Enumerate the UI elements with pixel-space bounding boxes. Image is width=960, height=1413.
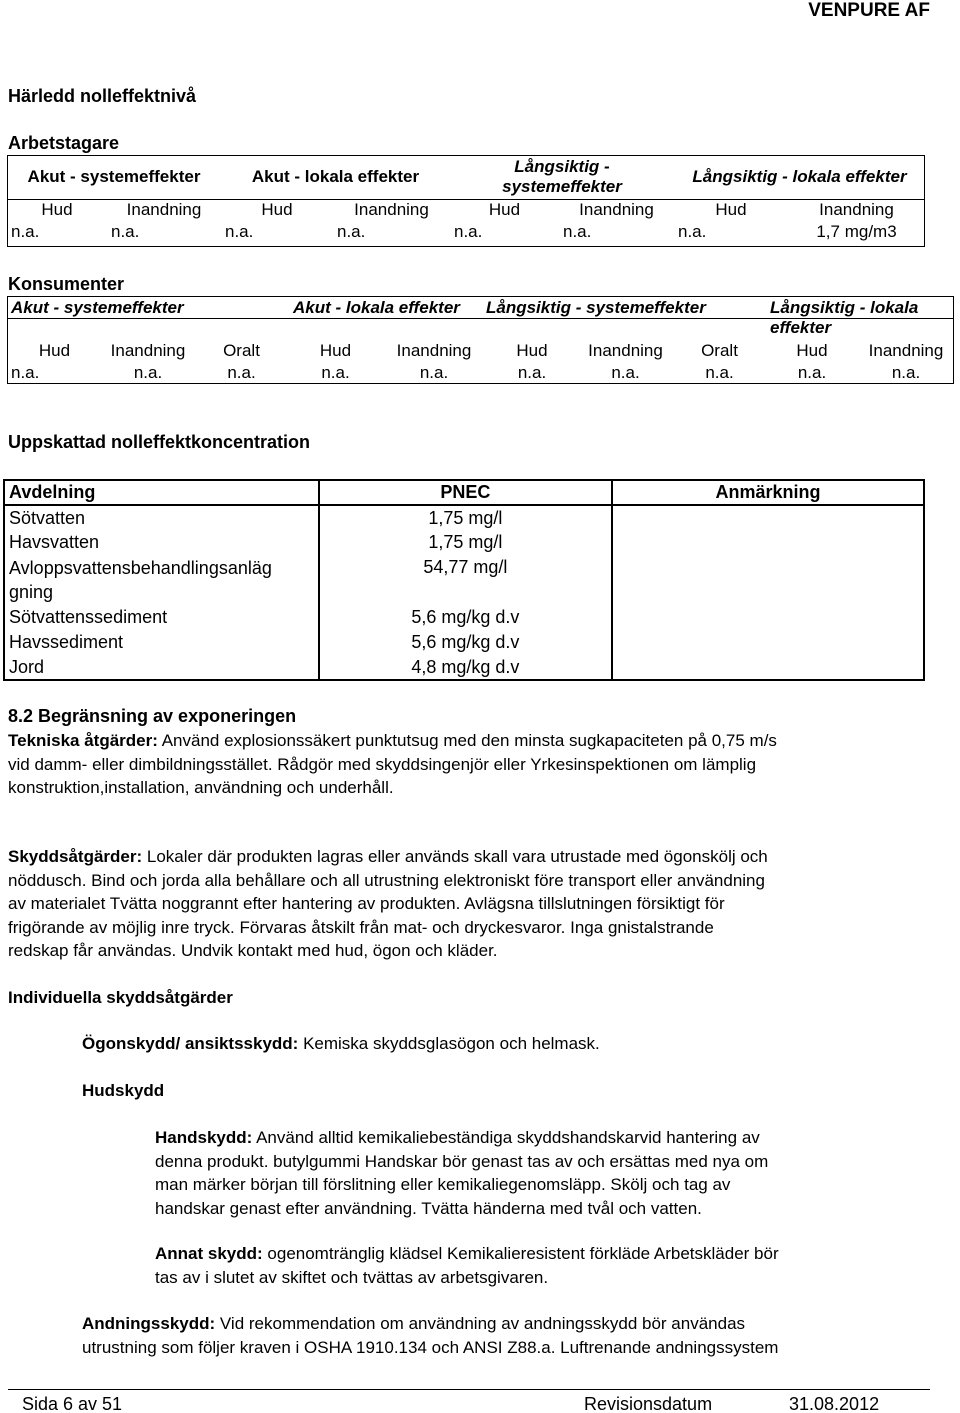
workers-route: Inandning bbox=[126, 200, 202, 219]
pnec-dept: Sötvattenssediment bbox=[4, 605, 319, 630]
derived-title: Härledd nolleffektnivå bbox=[8, 86, 197, 106]
pnec-value: 1,75 mg/l bbox=[319, 530, 612, 555]
other-protection: Annat skydd: ogenomtränglig klädsel Kemikalieresistent förkläde Arbetskläder bör tas av i slutet av skiftet och tvättas av arbetsgivaren. bbox=[155, 1244, 779, 1287]
consumers-route: Inandning bbox=[588, 341, 663, 360]
pnec-dept: Havssediment bbox=[4, 630, 319, 655]
consumers-value: n.a. bbox=[705, 363, 734, 382]
pnec-value: 5,6 mg/kg d.v bbox=[319, 630, 612, 655]
workers-value: 1,7 mg/m3 bbox=[816, 222, 897, 241]
consumers-value: n.a. bbox=[11, 363, 40, 382]
consumers-value: n.a. bbox=[611, 363, 640, 382]
consumers-route: Inandning bbox=[110, 341, 186, 360]
pnec-note bbox=[612, 605, 924, 630]
workers-value: n.a. bbox=[563, 222, 592, 241]
consumers-route: Hud bbox=[319, 341, 352, 360]
pnec-table bbox=[3, 479, 925, 681]
pnec-dept: Avloppsvattensbehandlingsanläg gning bbox=[4, 555, 319, 605]
revision-label: Revisionsdatum bbox=[584, 1394, 713, 1413]
workers-group-4: Långsiktig - lokala effekter bbox=[692, 167, 907, 186]
consumers-value: n.a. bbox=[321, 363, 350, 382]
workers-route: Inandning bbox=[819, 200, 894, 219]
pnec-header-pnec: PNEC bbox=[319, 480, 612, 505]
consumers-value: n.a. bbox=[227, 363, 256, 382]
consumers-route: Oralt bbox=[223, 341, 260, 360]
pnec-note bbox=[612, 555, 924, 605]
workers-route: Hud bbox=[41, 200, 73, 219]
respiratory-protection: Andningsskydd: Vid rekommendation om användning av andningsskydd bör användas utrustning som följer kraven i OSHA 1910.134 och ANSI Z88.a. Luftrenande andningssystem bbox=[82, 1314, 779, 1357]
pnec-header-dept: Avdelning bbox=[4, 480, 319, 505]
consumers-value: n.a. bbox=[797, 363, 827, 382]
pnec-note bbox=[612, 505, 924, 530]
workers-value: n.a. bbox=[678, 222, 707, 241]
workers-value: n.a. bbox=[337, 222, 366, 241]
consumers-group-1: Akut - systemeffekter bbox=[11, 298, 184, 317]
pnec-title: Uppskattad nolleffektkoncentration bbox=[8, 432, 311, 452]
workers-route: Hud bbox=[261, 200, 293, 219]
consumers-route: Oralt bbox=[701, 341, 738, 360]
workers-route: Hud bbox=[715, 200, 747, 219]
technical-measures: Tekniska åtgärder: Använd explosionssäkert punktutsug med den minsta sugkapaciteten på 0,75 m/s vid damm- eller dimbildningsstället. Rådgör med skyddsingenjör eller Yrkesinspektionen om lämplig konstruktion,installation, användning och underhåll. bbox=[8, 731, 777, 797]
consumers-title: Konsumenter bbox=[8, 274, 125, 294]
consumers-value: n.a. bbox=[419, 363, 449, 382]
workers-value: n.a. bbox=[11, 222, 40, 241]
pnec-value: 4,8 mg/kg d.v bbox=[319, 655, 612, 680]
page-number: Sida 6 av 51 bbox=[22, 1394, 123, 1413]
consumers-route: Hud bbox=[796, 341, 828, 360]
skin-protection-title: Hudskydd bbox=[82, 1081, 165, 1100]
workers-route: Inandning bbox=[579, 200, 654, 219]
consumers-value: n.a. bbox=[891, 363, 921, 382]
consumers-value: n.a. bbox=[133, 363, 163, 382]
workers-group-1: Akut - systemeffekter bbox=[27, 167, 201, 186]
pnec-note bbox=[612, 530, 924, 555]
protective-measures: Skyddsåtgärder: Lokaler där produkten lagras eller används skall vara utrustade med ögonskölj och nöddusch. Bind och jorda alla behållare och all utrustning elektroniskt före transport eller användning av materialet Tvätta noggrannt efter hantering av produkten. Avlägsna tillslutningen försiktigt för frigörande av möjlig inre tryck. Förvaras åtskilt från mat- och dryckesvaror. Inga gnistalstrande redskap får användas. Undvik kontakt med hud, ögon och kläder. bbox=[8, 847, 768, 960]
workers-value: n.a. bbox=[454, 222, 483, 241]
workers-route: Inandning bbox=[354, 200, 429, 219]
pnec-header-note: Anmärkning bbox=[612, 480, 924, 505]
footer-divider bbox=[8, 1389, 930, 1390]
consumers-route: Hud bbox=[38, 341, 71, 360]
revision-date: 31.08.2012 bbox=[789, 1394, 880, 1413]
pnec-dept: Havsvatten bbox=[4, 530, 319, 555]
workers-value: n.a. bbox=[225, 222, 254, 241]
workers-group-3: Långsiktig - systemeffekter bbox=[502, 157, 622, 196]
pnec-note bbox=[612, 655, 924, 680]
eye-protection: Ögonskydd/ ansiktsskydd: Kemiska skyddsglasögon och helmask. bbox=[82, 1034, 600, 1053]
hand-protection: Handskydd: Använd alltid kemikaliebeständiga skyddshandskarvid hantering av denna produkt. butylgummi Handskar bör genast tas av och ersättas med nya om man märker början till förslitning eller kemikaliegenomsläpp. Skölj och tag av handskar genast efter användning. Tvätta händerna med tvål och vatten. bbox=[155, 1128, 769, 1218]
pnec-value: 54,77 mg/l bbox=[319, 555, 612, 605]
workers-table bbox=[7, 155, 925, 243]
consumers-route: Inandning bbox=[396, 341, 472, 360]
consumers-group-3: Långsiktig - systemeffekter bbox=[486, 298, 706, 317]
individual-protection-title: Individuella skyddsåtgärder bbox=[8, 988, 233, 1007]
company-name: VENPURE AF bbox=[808, 0, 930, 21]
pnec-note bbox=[612, 630, 924, 655]
consumers-group-4: Långsiktig - lokala effekter bbox=[770, 298, 919, 337]
consumers-group-2: Akut - lokala effekter bbox=[293, 298, 460, 317]
workers-title: Arbetstagare bbox=[8, 133, 120, 153]
workers-group-2: Akut - lokala effekter bbox=[251, 167, 420, 186]
pnec-value: 1,75 mg/l bbox=[319, 505, 612, 530]
pnec-dept: Sötvatten bbox=[4, 505, 319, 530]
pnec-dept: Jord bbox=[4, 655, 319, 680]
section-8-2-title: 8.2 Begränsning av exponeringen bbox=[8, 706, 297, 726]
workers-route: Hud bbox=[488, 200, 521, 219]
pnec-value: 5,6 mg/kg d.v bbox=[319, 605, 612, 630]
consumers-value: n.a. bbox=[517, 363, 547, 382]
workers-value: n.a. bbox=[111, 222, 140, 241]
consumers-route: Inandning bbox=[868, 341, 944, 360]
consumers-table bbox=[7, 296, 954, 384]
consumers-route: Hud bbox=[516, 341, 548, 360]
